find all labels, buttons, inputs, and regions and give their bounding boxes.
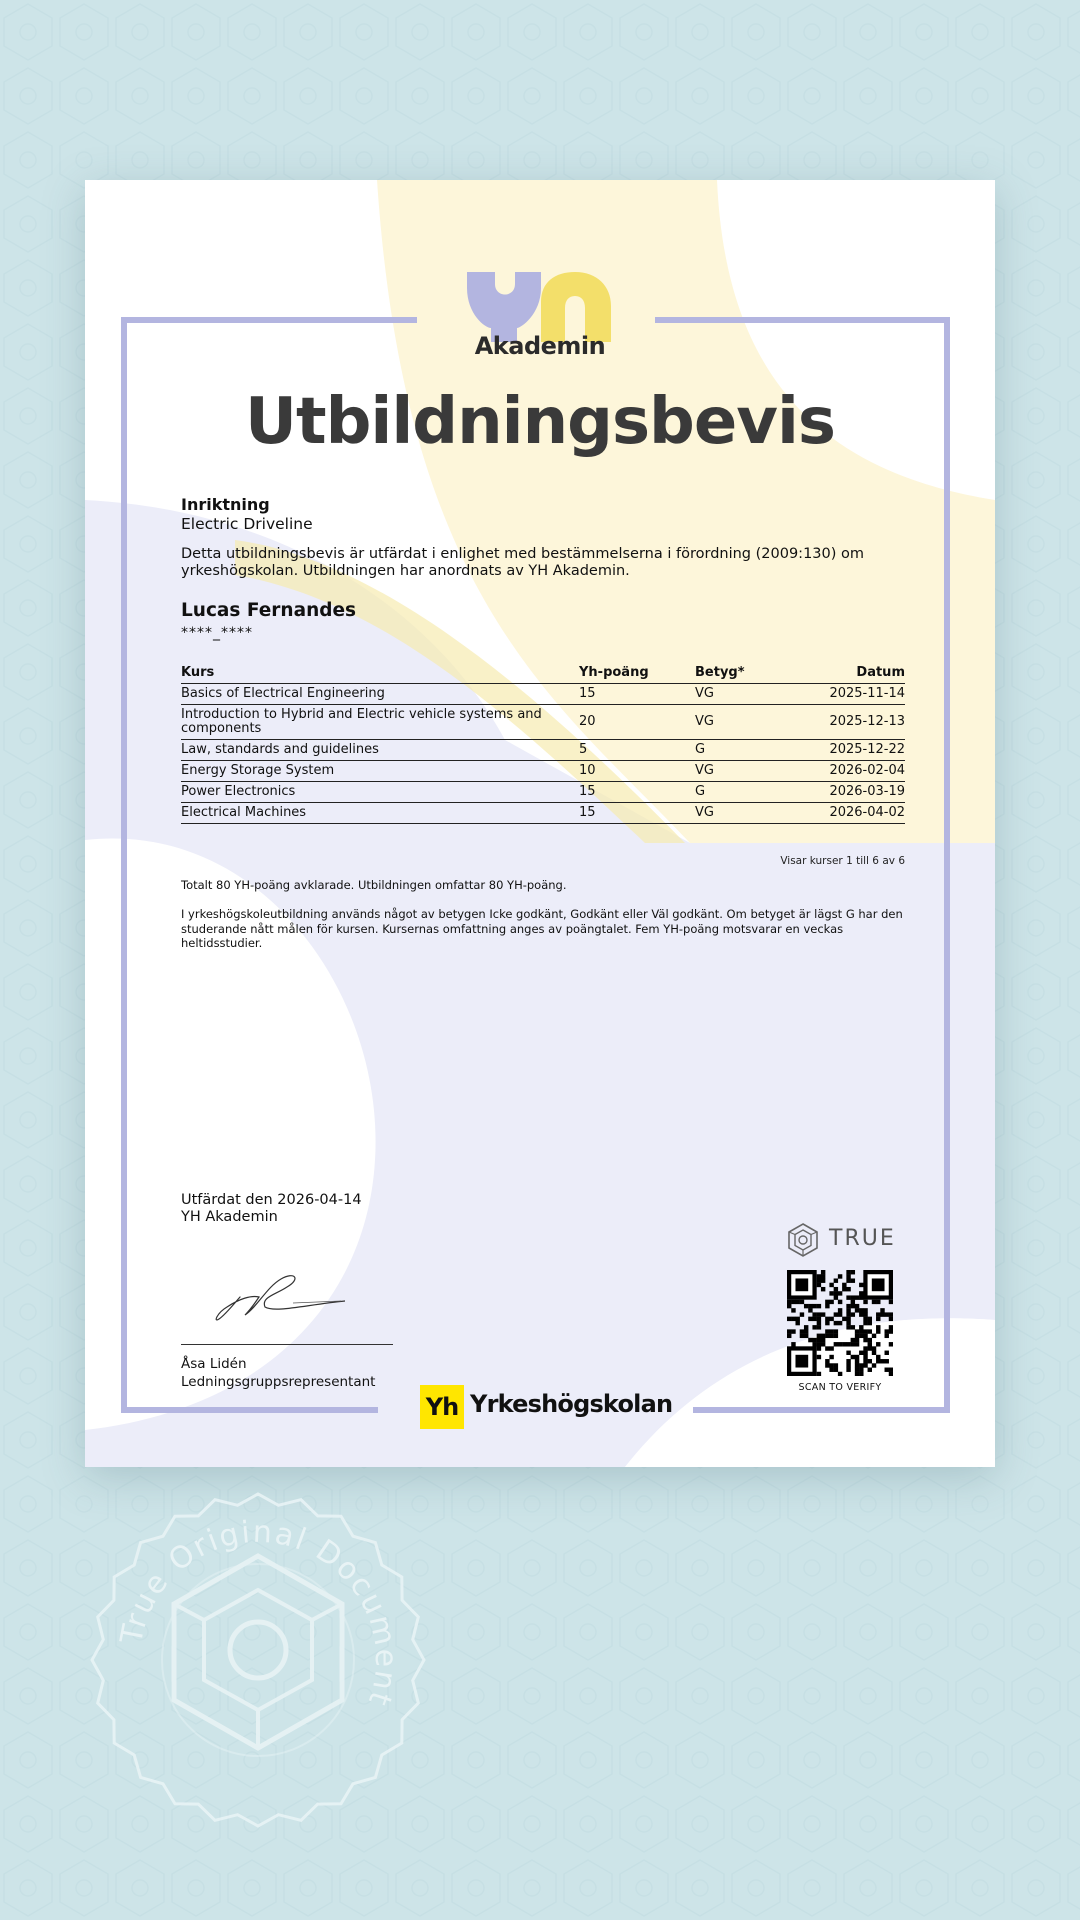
qr-module [838,1312,842,1316]
qr-module [885,1312,889,1316]
qr-module [855,1359,859,1363]
program-value: Electric Driveline [181,515,313,533]
table-row [181,782,905,803]
qr-module [872,1351,876,1355]
issued-date: Utfärdat den 2026-04-14 [181,1192,362,1208]
qr-module [808,1317,812,1321]
qr-module [868,1321,872,1325]
qr-module [812,1312,816,1316]
qr-module [872,1346,876,1350]
qr-module [812,1338,816,1342]
qr-module [846,1342,850,1346]
qr-module [795,1317,799,1321]
qr-module [880,1359,884,1363]
qr-module [838,1274,842,1278]
qr-module [846,1312,850,1316]
qr-module [838,1291,842,1295]
qr-module [804,1304,808,1308]
qr-module [851,1355,855,1359]
qr-module [863,1355,867,1359]
qr-module [859,1291,863,1295]
cell-course: Introduction to Hybrid and Electric vehicle systems and components [181,705,579,740]
qr-module [804,1334,808,1338]
qr-module [868,1359,872,1363]
qr-module [863,1300,867,1304]
qr-module [889,1325,893,1329]
signer-title: Ledningsgruppsrepresentant [181,1374,376,1390]
qr-module [829,1346,833,1350]
qr-module [846,1278,850,1282]
qr-module [842,1283,846,1287]
table-row [181,761,905,782]
qr-module [817,1334,821,1338]
header-points: Yh-poäng [579,664,695,684]
courses-table [181,664,905,824]
header-grade: Betyg* [695,664,795,684]
cell-date: 2025-11-14 [795,684,905,705]
qr-module [851,1338,855,1342]
cell-date: 2026-02-04 [795,761,905,782]
qr-finder [795,1355,808,1368]
qr-module [868,1346,872,1350]
qr-module [791,1308,795,1312]
akademin-logo-text: Akademin [474,332,606,360]
qr-module [825,1321,829,1325]
issuer-name: YH Akademin [181,1209,278,1225]
cell-course: Power Electronics [181,782,579,803]
qr-module [846,1363,850,1367]
cell-course: Energy Storage System [181,761,579,782]
cell-course: Basics of Electrical Engineering [181,684,579,705]
qr-module [787,1300,791,1304]
qr-module [821,1278,825,1282]
cell-points: 20 [579,705,695,740]
qr-module [868,1338,872,1342]
student-name: Lucas Fernandes [181,600,357,621]
seal-text: True Original Document [114,1514,404,1712]
qr-module [846,1325,850,1329]
qr-module [863,1312,867,1316]
qr-module [859,1308,863,1312]
qr-module [855,1363,859,1367]
cell-points: 5 [579,740,695,761]
certificate [85,180,995,1467]
qr-module [846,1351,850,1355]
signature-line [181,1344,393,1345]
qr-module [825,1359,829,1363]
program-label: Inriktning [181,495,270,514]
qr-module [876,1312,880,1316]
qr-module [821,1334,825,1338]
true-logo [785,1222,905,1258]
cell-grade: G [695,782,795,803]
qr-module [812,1342,816,1346]
qr-module [800,1312,804,1316]
qr-module [787,1317,791,1321]
akademin-logo [465,272,615,367]
cell-points: 15 [579,803,695,824]
qr-module [817,1325,821,1329]
qr-module [889,1368,893,1372]
qr-module [829,1334,833,1338]
qr-module [838,1300,842,1304]
qr-module [859,1334,863,1338]
qr-module [859,1363,863,1367]
qr-module [834,1291,838,1295]
certificate-title: Utbildningsbevis [245,385,835,459]
signature-image [205,1257,345,1327]
qr-module [804,1325,808,1329]
qr-module [817,1338,821,1342]
qr-module [863,1321,867,1325]
qr-module [817,1346,821,1350]
table-row [181,705,905,740]
qr-module [846,1317,850,1321]
qr-module [859,1312,863,1316]
qr-module [859,1351,863,1355]
qr-module [851,1278,855,1282]
qr-module [808,1304,812,1308]
qr-module [859,1283,863,1287]
qr-module [808,1308,812,1312]
true-hexagon-icon [785,1222,821,1258]
header-course: Kurs [181,664,579,684]
qr-module [795,1321,799,1325]
qr-module [889,1300,893,1304]
qr-module [851,1295,855,1299]
qr-module [859,1329,863,1333]
qr-module [834,1278,838,1282]
qr-module [863,1351,867,1355]
qr-module [876,1342,880,1346]
table-row [181,803,905,824]
qr-module [855,1334,859,1338]
qr-module [825,1363,829,1367]
cell-grade: VG [695,761,795,782]
qr-module [876,1359,880,1363]
qr-module [868,1329,872,1333]
qr-module [855,1355,859,1359]
qr-module [817,1304,821,1308]
issued-block [181,1192,362,1226]
qr-module [821,1312,825,1316]
qr-module [817,1278,821,1282]
qr-module [817,1283,821,1287]
qr-module [851,1270,855,1274]
qr-module [846,1308,850,1312]
qr-module [817,1321,821,1325]
scan-to-verify-label: SCAN TO VERIFY [798,1382,882,1393]
qr-module [851,1312,855,1316]
qr-module [863,1359,867,1363]
qr-module [842,1342,846,1346]
qr-module [846,1304,850,1308]
qr-module [800,1329,804,1333]
qr-module [859,1295,863,1299]
qr-module [787,1304,791,1308]
qr-module [829,1300,833,1304]
qr-module [817,1312,821,1316]
qr-module [817,1342,821,1346]
qr-module [851,1300,855,1304]
qr-module [876,1300,880,1304]
qr-module [838,1342,842,1346]
total-points: Totalt 80 YH-poäng avklarade. Utbildningen omfattar 80 YH-poäng. [181,878,567,892]
header-date: Datum [795,664,905,684]
qr-module [863,1338,867,1342]
qr-module [800,1300,804,1304]
qr-module [872,1363,876,1367]
signer-name: Åsa Lidén [181,1356,247,1372]
qr-module [791,1329,795,1333]
qr-module [808,1338,812,1342]
qr-module [829,1291,833,1295]
qr-module [863,1346,867,1350]
qr-module [817,1372,821,1376]
qr-module [876,1355,880,1359]
yh-logo-text: Yrkeshögskolan [470,1390,673,1418]
qr-module [868,1317,872,1321]
qr-module [838,1308,842,1312]
qr-module [834,1334,838,1338]
qr-module [812,1325,816,1329]
qr-module [855,1295,859,1299]
qr-module [872,1334,876,1338]
qr-module [838,1321,842,1325]
qr-module [889,1372,893,1376]
table-row [181,740,905,761]
qr-module [834,1295,838,1299]
cell-points: 10 [579,761,695,782]
qr-module [846,1287,850,1291]
qr-module [872,1300,876,1304]
qr-module [821,1270,825,1274]
qr-module [834,1321,838,1325]
qr-module [842,1287,846,1291]
qr-module [804,1329,808,1333]
qr-module [851,1325,855,1329]
qr-module [834,1312,838,1316]
qr-module [851,1304,855,1308]
yh-logo-box: Yh [420,1385,464,1429]
qr-module [817,1274,821,1278]
qr-module [846,1270,850,1274]
qr-module [791,1317,795,1321]
qr-module [825,1304,829,1308]
qr-module [859,1372,863,1376]
qr-finder [872,1278,885,1291]
qr-module [834,1287,838,1291]
qr-module [876,1317,880,1321]
qr-module [787,1334,791,1338]
qr-module [791,1300,795,1304]
qr-module [825,1329,829,1333]
qr-module [851,1342,855,1346]
qr-module [846,1295,850,1299]
qr-module [821,1274,825,1278]
qr-module [817,1355,821,1359]
qr-module [859,1325,863,1329]
cell-grade: VG [695,803,795,824]
qr-module [817,1317,821,1321]
qr-module [812,1304,816,1308]
qr-module [829,1329,833,1333]
qr-module [795,1300,799,1304]
qr-module [889,1317,893,1321]
table-header-row [181,664,905,684]
qr-module [889,1312,893,1316]
qr-finder [795,1278,808,1291]
cell-date: 2026-04-02 [795,803,905,824]
qr-module [829,1368,833,1372]
qr-module [880,1308,884,1312]
cell-grade: G [695,740,795,761]
cell-course: Electrical Machines [181,803,579,824]
qr-module [829,1283,833,1287]
qr-code-icon[interactable] [787,1270,893,1376]
cell-grade: VG [695,684,795,705]
qr-module [889,1329,893,1333]
true-brand-text: TRUE [829,1226,896,1251]
qr-module [834,1342,838,1346]
qr-module [821,1342,825,1346]
qr-module [842,1317,846,1321]
qr-module [863,1329,867,1333]
qr-module [825,1300,829,1304]
qr-module [800,1334,804,1338]
pagination-info: Visar kurser 1 till 6 av 6 [780,855,905,867]
qr-module [834,1368,838,1372]
qr-module [846,1321,850,1325]
table-row [181,684,905,705]
qr-module [885,1368,889,1372]
qr-module [846,1368,850,1372]
qr-module [791,1342,795,1346]
qr-module [825,1317,829,1321]
qr-module [829,1317,833,1321]
qr-module [889,1342,893,1346]
qr-module [876,1325,880,1329]
cell-grade: VG [695,705,795,740]
qr-module [821,1338,825,1342]
qr-module [829,1363,833,1367]
qr-module [846,1359,850,1363]
qr-module [876,1329,880,1333]
qr-module [855,1304,859,1308]
grading-footnote: I yrkeshögskoleutbildning används något av betygen Icke godkänt, Godkänt eller Väl godkänt. Om betyget är lägst G har den studerande nått målen för kursen. Kursernas omfattning anges av poängtalet. Fem YH-poäng motsvarar en veckas heltidsstudier. [181,907,903,950]
qr-module [838,1372,842,1376]
qr-module [846,1274,850,1278]
qr-module [855,1342,859,1346]
qr-module [855,1372,859,1376]
qr-module [855,1338,859,1342]
qr-module [885,1359,889,1363]
qr-module [855,1308,859,1312]
cell-date: 2025-12-22 [795,740,905,761]
qr-module [859,1368,863,1372]
signer-block [181,1355,375,1391]
qr-module [863,1317,867,1321]
qr-module [863,1363,867,1367]
cell-points: 15 [579,782,695,803]
qr-module [834,1363,838,1367]
student-id: ****_**** [181,625,253,641]
qr-module [825,1346,829,1350]
qr-module [885,1334,889,1338]
qr-module [787,1329,791,1333]
qr-module [855,1329,859,1333]
qr-module [855,1368,859,1372]
qr-module [868,1368,872,1372]
qr-module [812,1317,816,1321]
qr-module [880,1312,884,1316]
qr-module [885,1351,889,1355]
qr-module [825,1334,829,1338]
qr-module [821,1287,825,1291]
statement-text: Detta utbildningsbevis är utfärdat i enlighet med bestämmelserna i förordning (2009:130) om yrkeshögskolan. Utbildningen har anordnats av YH Akademin. [181,546,865,579]
qr-module [863,1334,867,1338]
seal-icon [88,1490,428,1830]
qr-module [863,1308,867,1312]
svg-text:True Original Document [114,1515,403,1712]
cell-course: Law, standards and guidelines [181,740,579,761]
qr-module [885,1329,889,1333]
cell-points: 15 [579,684,695,705]
cell-date: 2025-12-13 [795,705,905,740]
qr-module [829,1355,833,1359]
qr-module [868,1342,872,1346]
qr-module [834,1329,838,1333]
cell-date: 2026-03-19 [795,782,905,803]
